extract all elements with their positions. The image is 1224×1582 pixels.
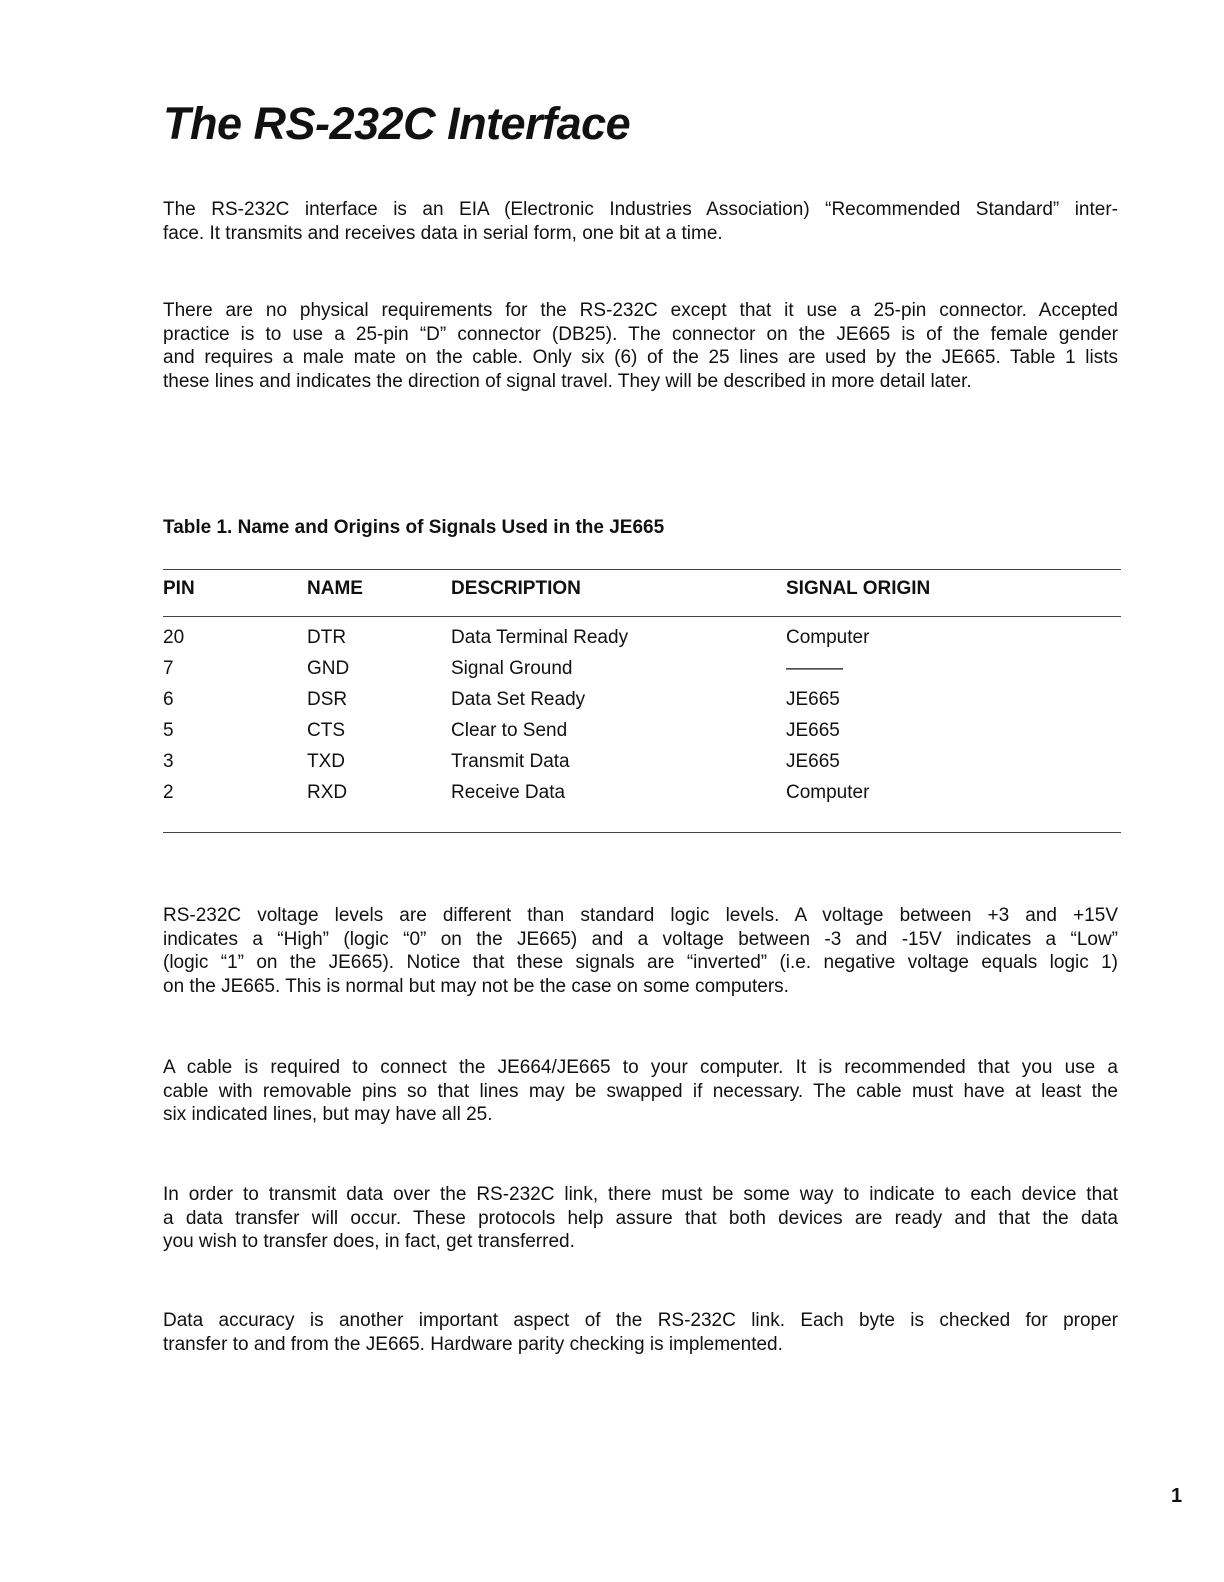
cell-origin: ——— — [786, 658, 843, 679]
text-line: transfer to and from the JE665. Hardware parity checking is implemented. — [163, 1333, 783, 1355]
text-line: these lines and indicates the direction of signal travel. They will be described in more detail later. — [163, 370, 972, 392]
text-line: a data transfer will occur. These protocols help assure that both devices are ready and that the data — [163, 1207, 1118, 1229]
text-line: There are no physical requirements for the RS-232C except that it use a 25-pin connector. Accepted — [163, 300, 1118, 321]
cell-description: Transmit Data — [451, 751, 570, 772]
text-line: Data accuracy is another important aspect of the RS-232C link. Each byte is checked for proper — [163, 1310, 1118, 1331]
cell-name: CTS — [307, 720, 345, 741]
column-header-signal-origin: SIGNAL ORIGIN — [786, 578, 931, 599]
text-line: cable with removable pins so that lines may be swapped if necessary. The cable must have at least the — [163, 1080, 1118, 1102]
text-line: you wish to transfer does, in fact, get transferred. — [163, 1231, 575, 1253]
paragraph-intro — [163, 198, 1118, 245]
text-line: indicates a “High” (logic “0” on the JE665) and a voltage between -3 and -15V indicates a “Low” — [163, 928, 1118, 950]
text-line: on the JE665. This is normal but may not be the case on some computers. — [163, 975, 789, 997]
paragraph-protocols — [163, 1183, 1118, 1254]
cell-pin: 3 — [163, 751, 174, 772]
text-line: practice is to use a 25-pin “D” connector (DB25). The connector on the JE665 is of the female gender — [163, 323, 1118, 345]
table-top-rule — [163, 569, 1121, 570]
cell-pin: 2 — [163, 782, 174, 803]
column-header-description: DESCRIPTION — [451, 578, 581, 599]
cell-description: Signal Ground — [451, 658, 573, 679]
text-line: (logic “1” on the JE665). Notice that these signals are “inverted” (i.e. negative voltage equals logic 1) — [163, 952, 1118, 974]
cell-name: TXD — [307, 751, 345, 772]
table-header-rule — [163, 616, 1121, 617]
column-header-name: NAME — [307, 578, 363, 599]
table-bottom-rule — [163, 832, 1121, 833]
cell-name: DSR — [307, 689, 348, 710]
text-line: six indicated lines, but may have all 25. — [163, 1104, 493, 1126]
paragraph-data-accuracy — [163, 1309, 1118, 1356]
text-line: A cable is required to connect the JE664/JE665 to your computer. It is recommended that you use a — [163, 1057, 1118, 1078]
paragraph-connector — [163, 299, 1118, 393]
paragraph-voltage-levels — [163, 904, 1118, 998]
cell-origin: Computer — [786, 782, 870, 803]
text-line: RS-232C voltage levels are different than standard logic levels. A voltage between +3 and +15V — [163, 905, 1118, 926]
cell-origin: JE665 — [786, 751, 840, 772]
cell-description: Clear to Send — [451, 720, 568, 741]
cell-pin: 6 — [163, 689, 174, 710]
cell-name: DTR — [307, 627, 347, 648]
text-line: face. It transmits and receives data in serial form, one bit at a time. — [163, 222, 723, 244]
text-line: and requires a male mate on the cable. Only six (6) of the 25 lines are used by the JE665. Table 1 lists — [163, 347, 1118, 369]
cell-description: Data Set Ready — [451, 689, 586, 710]
cell-name: RXD — [307, 782, 348, 803]
page-number: 1 — [1171, 1485, 1183, 1507]
paragraph-cable — [163, 1056, 1118, 1127]
column-header-pin: PIN — [163, 578, 195, 599]
cell-description: Receive Data — [451, 782, 566, 803]
cell-pin: 20 — [163, 627, 185, 648]
text-line: The RS-232C interface is an EIA (Electronic Industries Association) “Recommended Standard” inter- — [163, 199, 1118, 220]
cell-origin: Computer — [786, 627, 870, 648]
cell-name: GND — [307, 658, 350, 679]
cell-origin: JE665 — [786, 689, 840, 710]
cell-pin: 7 — [163, 658, 174, 679]
cell-origin: JE665 — [786, 720, 840, 741]
cell-pin: 5 — [163, 720, 174, 741]
page-title: The RS-232C Interface — [163, 98, 631, 149]
cell-description: Data Terminal Ready — [451, 627, 629, 648]
text-line: In order to transmit data over the RS-232C link, there must be some way to indicate to each device that — [163, 1184, 1118, 1205]
table-caption: Table 1. Name and Origins of Signals Used in the JE665 — [163, 517, 665, 538]
